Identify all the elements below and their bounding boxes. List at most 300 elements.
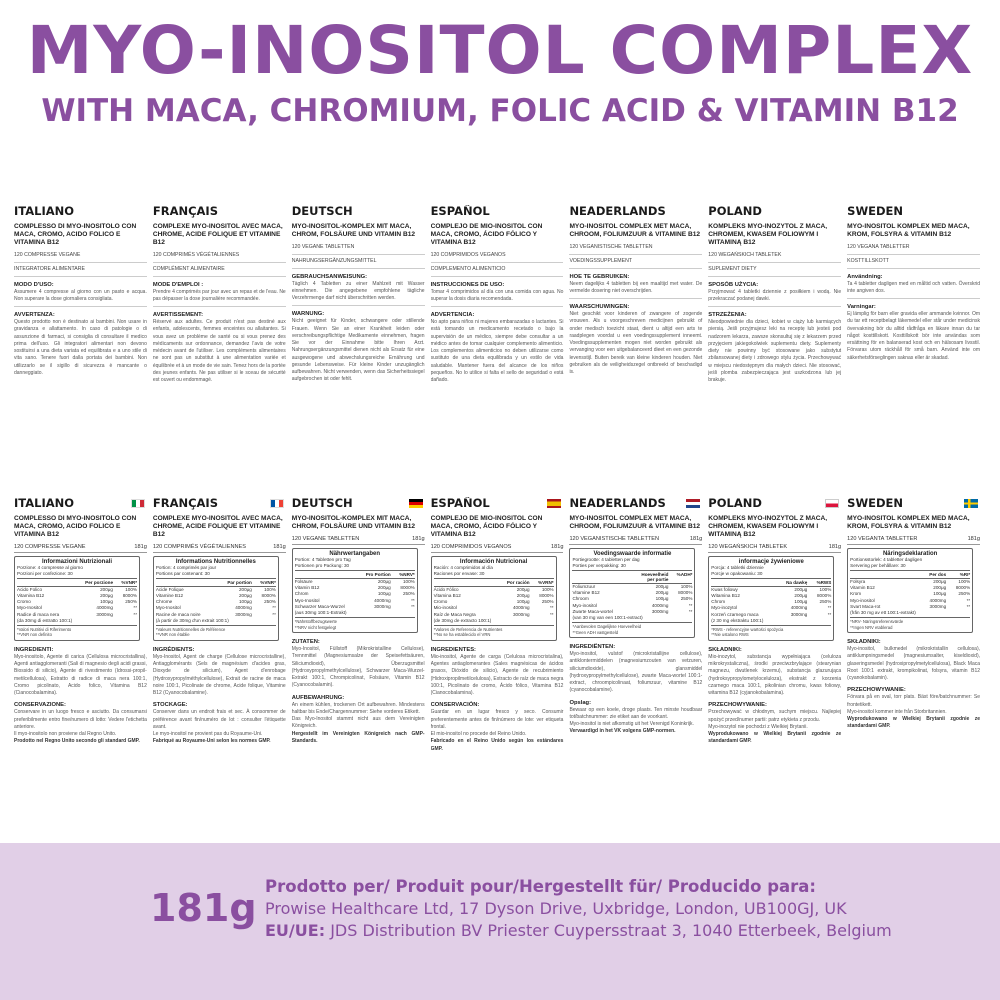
extract-note: (van 30 mg van een 100:1-extract) (572, 614, 643, 620)
nutrient-amount: 3000mg (929, 603, 947, 609)
divider (847, 254, 980, 255)
header-nutrient (434, 580, 496, 585)
nutrient-amount: 100μg (238, 599, 252, 605)
footnote-2: **NRV nicht festgelegt (294, 624, 337, 630)
language-heading: ITALIANO (14, 205, 75, 218)
origin-note: El mio-inositol no procede del Reino Unido. (430, 731, 527, 738)
divider (847, 268, 980, 269)
tablet-count: 120 COMPRIMÉS VÉGÉTALIENNES (152, 251, 240, 258)
nutrient-amount: 200μg (933, 578, 947, 584)
nutrition-table (708, 556, 834, 641)
nutrient-name: Cromo (433, 599, 448, 605)
table-row (711, 612, 831, 618)
footnote-2: **Geen ADH vastgesteld (572, 629, 619, 635)
language-heading: FRANÇAIS (152, 205, 218, 218)
header-amount: Hoeveelheid per portie (641, 571, 669, 582)
storage-label: Opslag: (569, 699, 592, 706)
language-heading (847, 497, 980, 511)
tablet-count: 120 VEGANE TABLETTEN (291, 243, 355, 250)
nutrition-table (153, 556, 279, 641)
divider (14, 262, 147, 263)
nutrient-amount: 100μg (377, 591, 391, 597)
nutrient-nrv: 250% (958, 591, 971, 597)
header-amount: Na dawkę (786, 579, 808, 585)
extract-note: (de 30mg de extracto 100:1) (433, 617, 492, 623)
nutrient-nrv: ** (550, 611, 554, 617)
header-nutrient (156, 580, 218, 585)
product-title: MYO-INOSITOL COMPLEX (26, 12, 974, 89)
bottom-language-row (14, 497, 986, 832)
divider (153, 276, 286, 277)
divider (431, 306, 564, 307)
flag-icon (547, 499, 561, 508)
servings-per-pack: Porzioni per confezione: 30 (17, 570, 73, 576)
nutrient-name: Vitamine B12 (572, 590, 600, 596)
nutrient-name: Cromo (17, 599, 31, 605)
nutrition-table-title: Informations Nutritionnelles (175, 558, 256, 565)
language-heading (292, 497, 425, 511)
count-line (153, 544, 286, 553)
header-nutrient (572, 572, 634, 582)
nutrient-nrv: 100% (402, 578, 415, 584)
nutrient-name: Myo-inozytol (711, 605, 738, 611)
divider (292, 305, 425, 306)
eu-label: EU/UE: (265, 921, 326, 940)
pack-weight: 181g (828, 543, 842, 550)
bottom-col-1 (153, 497, 292, 832)
divider (153, 262, 286, 263)
nutrient-amount: 200μg (100, 593, 113, 599)
table-footnotes (17, 625, 137, 638)
storage-text: An einem kühlen, trockenen Ort aufbewahren. Mindestens haltbar bis Ende/Chargennummer: Siehe vorderes Etikett. (291, 701, 425, 715)
warning-text: Réservé aux adultes. Ce produit n'est pas destiné aux enfants, adolescents, femmes enceintes ou allaitantes. Si vous avez un problème de santé ou si vous prenez des médicaments sur ordonnance, demandez l'avis de votre médecin avant de l'utiliser. Les compléments alimentaires ne sont pas un substitut à une alimentation variée et équilibrée et à un mode de vie sain. Tenez hors de la portée des jeunes enfants. Ne pas utiliser si le sceau de sécurité est ouvert ou endommagé. (152, 319, 286, 384)
warning-label: Varningar: (847, 304, 876, 311)
warning-label: WAARSCHUWINGEN: (569, 304, 630, 311)
count-line (569, 536, 702, 545)
header-nrv: %VNR* (260, 579, 276, 585)
language-heading (14, 497, 147, 511)
nutrition-header-row (17, 578, 137, 587)
language-heading: SWEDEN (847, 205, 904, 218)
header-nutrient (295, 572, 357, 577)
ingredients-label: INGRÉDIENTS: (152, 646, 195, 653)
nutrient-amount: 200μg (516, 586, 530, 592)
nutrient-amount: 200μg (238, 593, 252, 599)
nutrition-table-title: Información Nutricional (459, 558, 528, 565)
header-nrv: %RWS (816, 579, 832, 585)
nutrient-nrv: 8000% (400, 585, 415, 591)
divider (14, 306, 147, 307)
serving-size: Portiegrootte: 4 tabletten per dag (572, 556, 640, 562)
ingredients-label: INGREDIËNTEN: (569, 644, 616, 651)
nutrient-name: Vitamina B12 (433, 593, 461, 599)
table-row (156, 612, 276, 618)
nutrient-amount: 100μg (794, 599, 808, 605)
product-name: COMPLEJO DE MIO-INOSITOL CON MACA, CROMO, ÁCIDO FÓLICO Y VITAMINA B12 (430, 514, 543, 538)
serving-size: Porzione: 4 compresse al giorno (17, 564, 83, 570)
servings-per-pack: Servering per behållare: 30 (850, 562, 906, 568)
header-nrv: %VNR* (121, 579, 137, 585)
nutrient-name: Schwarzer Maca-Wurzel (294, 603, 345, 609)
header-nrv: %ADH* (676, 571, 693, 577)
top-language-row (14, 205, 986, 430)
storage-label: AUFBEWAHRUNG: (291, 694, 345, 701)
nutrient-name: Myo-inositol (850, 597, 875, 603)
top-col-4 (569, 205, 708, 430)
count-line (292, 536, 425, 545)
warning-text: Questo prodotto non è destinato ai bambini. Non usare in gravidanza e allattamento. In caso di patologie o di assunzione di farmaci, si consiglia di consultare il medico prima dell'uso. Gli integratori alimentari non devono sostituirsi a una dieta variata ed equilibrata e a uno stile di vita sano. Tenere fuori dalla portata dei bambini. Non utilizzarlo se il sigillo di sicurezza è mancante o danneggiato. (14, 319, 147, 376)
top-col-1 (153, 205, 292, 430)
ingredients-label: ZUTATEN: (291, 639, 320, 646)
language-heading (708, 497, 841, 511)
divider (569, 254, 702, 255)
nutrition-table (847, 548, 973, 633)
flag-icon (409, 499, 423, 508)
footnote-1: *NRV- Näringsreferensvärde (850, 619, 904, 625)
origin-note: Myo-inositol is niet afkomstig uit het Verenigd Koninkrijk. (569, 721, 694, 728)
header-amount: Pro Portion (365, 571, 391, 577)
extract-note: (aus 30mg 100:1-Extrakt) (294, 609, 347, 615)
nutrient-nrv: ** (133, 611, 137, 617)
storage-text: Przechowywać w chłodnym, suchym miejscu. Najlepiej spożyć przed/numer partii: patrz etykieta z przodu. (708, 709, 842, 723)
storage-text: Conservare in un luogo fresco e asciutto. Da consumarsi preferibilmente entro fine/numero di lotto: Vedere l'etichetta anteriore. (14, 709, 147, 730)
nutrient-nrv: 100% (819, 586, 832, 592)
nutrient-name: Svart Maca-rot (850, 603, 881, 609)
storage-text: Förvara på en sval, torr plats. Bäst före/batchnummer: Se frontetikett. (847, 694, 981, 708)
nutrition-table (14, 556, 140, 641)
storage-label: CONSERVACIÓN: (430, 702, 480, 709)
warning-label: ADVERTENCIA: (430, 312, 475, 319)
ingredients-text: Myo-inositol, vulstof (microkristallijne cellulose), antiklontermiddelen (magnesiumzouten van vetzuren, siliciumdioxide), glansmiddel (hydroxypropylmethylcellulose), zwarte Maca-wortel 100:1-extract, chroompicolinaat, foliumzuur, vitamine B12 (cyanocobalamine). (569, 651, 703, 694)
nutrition-header-row (572, 570, 692, 584)
directions-text: Tomar 4 comprimidos al día con una comida con agua. No superar la dosis diaria recomendada. (430, 288, 564, 302)
nutrient-nrv: ** (688, 608, 693, 614)
product-category: COMPLEMENTO ALIMENTICIO (430, 265, 506, 272)
product-category: KOSTTILLSKOTT (847, 257, 889, 264)
extract-note: (från 30 mg av ett 100:1-extrakt) (850, 609, 916, 615)
tablet-count: 120 COMPRIMIDOS VEGANOS (430, 543, 512, 550)
origin-note: Myo-inozytol nie pochodzi z Wielkiej Brytanii. (708, 723, 808, 730)
language-name: NEADERLANDS (569, 497, 666, 510)
nutrient-nrv: 8000% (122, 593, 137, 599)
ingredients-text: Myo-Inositol, Agent de charge (Cellulose microcristalline), Antiagglomérants (Sels de magnésium d'acides gras, Dioxyde de silicium), Agent d'enrobage (Hydroxypropylméthylcellulose), Extrait de racine de maca noire 100:1, Picolinate de chrome, Acide folique, Vitamine B12 (Cyanocobalamine). (152, 653, 286, 697)
ingredients-label: INGREDIENTES: (430, 646, 476, 653)
directions-label: INSTRUCCIONES DE USO: (430, 281, 505, 288)
language-name: FRANÇAIS (152, 497, 218, 510)
pack-weight: 181g (134, 543, 147, 550)
count-line (431, 544, 564, 553)
footnote-2: **VNR non établie (155, 632, 190, 638)
table-footnotes (295, 617, 415, 630)
nutrient-amount: 200μg (794, 586, 808, 592)
storage-label: STOCKAGE: (152, 702, 188, 709)
nutrient-nrv: 100% (125, 586, 137, 592)
table-row (850, 604, 970, 610)
nutrient-name: Zwarte Maca-wortel (572, 608, 613, 614)
nutrient-name: Chroom (572, 596, 589, 602)
product-name: COMPLESSO DI MYO-INOSITOLO CON MACA, CROMO, ACIDO FOLICO E VITAMINA B12 (14, 222, 137, 246)
tablet-count: 120 COMPRESSE VEGANE (14, 543, 86, 550)
bottom-col-2 (292, 497, 431, 832)
directions-label: HOE TE GEBRUIKEN: (569, 273, 630, 280)
nutrient-nrv: ** (827, 605, 832, 611)
ingredients-text: Mio-inozytol, substancja wypełniająca (celuloza mikrokrystaliczna), środki przeciwzbrylające (stearynian magnezu, dwutlenek krzemu), substancja glazurująca (hydroksypropylometyloceluloza), ekstrakt z korzenia czarnego maca 100:1, pikolinian chromu, kwas foliowy, witamina B12 (cyjanokobalamina). (708, 653, 842, 697)
storage-label: PRZECHOWYWANIE: (708, 702, 767, 709)
footnote-2: **Ingen NRV etablerad (850, 624, 893, 630)
language-heading: ESPAÑOL (430, 205, 490, 218)
nutrient-nrv: ** (550, 605, 554, 611)
tablet-count: 120 VEGANISTISCHE TABLETTEN (569, 535, 660, 542)
nutrient-name: Vitamin B12 (850, 585, 875, 591)
product-name: MYO-INOSITOL-KOMPLEX MIT MACA, CHROM, FOLSÄURE UND VITAMIN B12 (291, 514, 416, 530)
eu-address-line (265, 920, 892, 942)
warning-text: Nieodpowiednie dla dzieci, kobiet w ciąży lub karmiących piersią. Jeśli przyjmujesz leki na receptę lub jesteś pod nadzorem lekarza, zawsze skonsultuj się z lekarzem przed przyjęciem jakiegokolwiek suplementu diety. Suplementy diety nie powinny być stosowane jako substytut zbilansowanej diety i zdrowego stylu życia. Przechowywać w miejscu niedostępnym dla małych dzieci. Nie stosować, jeśli plomba zabezpieczająca jest uszkodzona lub jej brakuje. (708, 319, 842, 384)
nutrition-table-title: informacje żywieniowe (738, 558, 804, 565)
nutrient-name: Korzeń czarnego maca (711, 611, 759, 617)
nutrient-amount: 100μg (516, 599, 530, 605)
footnote-1: *Aanbevolen Dagelijkse Hoeveelheid (572, 624, 642, 630)
ingredients-text: Mio-inositol, Agente de carga (Celulosa microcristalina), Agentes antiaglomerantes (Sales magnésicas de ácidos grasos, Dióxido de silicio), Agente de recubrimiento (Hidroxipropilmetilcelulosa), Extracto de raíz de maca negra 100:1, Picolinato de cromo, Ácido fólico, Vitamina B12 (Cianocobalamina). (430, 653, 564, 697)
header-amount: Per dos (929, 571, 947, 577)
nutrient-name: Racine de maca noire (155, 611, 201, 617)
language-heading (153, 497, 286, 511)
storage-label: CONSERVAZIONE: (14, 702, 66, 709)
nutrient-name: Radice di maca nera (17, 611, 60, 617)
nutrient-name: Ácido Fólico (433, 586, 459, 592)
serving-size: Portion: 4 Tabletten pro Tag (294, 556, 351, 562)
product-name: COMPLEXE MYO-INOSITOL AVEC MACA, CHROME, ACIDE FOLIQUE ET VITAMINE B12 (152, 222, 283, 246)
tablet-count: 120 WEGAŃSKICH TABLETEK (708, 251, 782, 258)
ingredients-label: INGREDIENTI: (14, 646, 54, 653)
serving-size: Ración: 4 comprimidos al día (433, 564, 493, 570)
nutrition-table (431, 556, 557, 641)
nutrient-nrv: ** (272, 611, 276, 617)
origin-note: Il myo-inositolo non proviene dal Regno Unito. (14, 731, 117, 738)
nutrient-amount: 4000mg (651, 602, 669, 608)
language-name: POLAND (708, 497, 762, 510)
directions-text: Przyjmować 4 tabletki dziennie z posiłkiem i wodą. Nie przekraczać podanej dawki. (708, 288, 842, 302)
gmp-note: Fabriqué au Royaume-Uni selon les normes GMP. (152, 738, 271, 745)
nutrition-table-title: Voedingswaarde informatie (593, 550, 672, 557)
storage-label: PRZECHOWYWANIE: (847, 687, 906, 694)
nutrient-name: Vitamina B12 (17, 593, 45, 599)
extract-note: (à partir de 30mg d'un extrait 100:1) (155, 617, 229, 623)
footnote-2: **VNR non definito (17, 632, 52, 638)
directions-label: Användning: (847, 273, 883, 280)
nutrient-amount: 200μg (100, 586, 113, 592)
product-name: KOMPLEKS MYO-INOZYTOL Z MACA, CHROMEM, KWASEM FOLIOWYM I WITAMINĄ B12 (708, 222, 828, 246)
nutrition-header-row (156, 578, 276, 587)
servings-per-pack: Porcje w opakowaniu: 30 (711, 570, 763, 576)
servings-per-pack: Porties per verpakking: 30 (572, 562, 626, 568)
nutrient-nrv: ** (272, 605, 276, 611)
nutrient-amount: 3000mg (96, 611, 113, 617)
table-footnotes (711, 625, 831, 638)
footnote-1: *Valori Nutritivi di Riferimento (17, 627, 72, 633)
language-heading: NEADERLANDS (569, 205, 666, 218)
table-row (434, 612, 554, 618)
ingredients-text: Myo-inositol, bulkmedel (mikrokristallin cellulosa), antiklumpningsmedel (magnesiumsalter, kiseldioxid), glaseringsmedel (hydroxipropylmetylcellulosa), Black Maca Root 100:1 extrakt, krompikolinat, folsyra, vitamin B12 (cyanokobalamin). (847, 646, 981, 682)
divider (569, 268, 702, 269)
product-category: INTEGRATORE ALIMENTARE (14, 265, 85, 272)
servings-per-pack: Raciones por envase: 30 (433, 570, 485, 576)
table-footnotes (572, 622, 692, 635)
nutrient-amount: 200μg (238, 586, 252, 592)
nutrient-nrv: ** (411, 597, 415, 603)
gmp-note: Hergestellt im Vereinigten Königreich nach GMP-Standards. (291, 730, 425, 744)
flag-icon (964, 499, 978, 508)
nutrient-name: Foliumzuur (572, 583, 596, 589)
nutrient-name: Krom (850, 591, 862, 597)
nutrient-nrv: 250% (680, 596, 693, 602)
language-heading (431, 497, 564, 511)
uk-address: Prowise Healthcare Ltd, 17 Dyson Drive, Uxbridge, London, UB100GJ, UK (265, 899, 847, 918)
nutrition-header-row (711, 578, 831, 587)
flag-icon (825, 499, 839, 508)
divider (708, 262, 841, 263)
nutrient-name: Raíz de Maca Negra (433, 611, 476, 617)
flag-icon (270, 499, 284, 508)
footnote-1: *Nährstoffbezugswerte (294, 619, 338, 625)
divider (708, 306, 841, 307)
product-category: VOEDINGSSUPPLEMENT (569, 257, 632, 264)
ingredients-text: Myo-Inositol, Füllstoff (Mikrokristalline Cellulose), Trennmittel (Magnesiumsalze der Speisefettsäuren, Siliciumdioxid), Überzugsmittel (Hydroxypropylmethylcellulose), Schwarzer Maca-Wurzel-Extrakt 100:1, Chrompicolinat, Folsäure, Vitamin B12 (Cyanocobalamin). (291, 646, 425, 689)
nutrient-nrv: ** (688, 602, 693, 608)
nutrition-table (292, 548, 418, 633)
tablet-count: 120 COMPRIMÉS VÉGÉTALIENNES (152, 543, 247, 550)
nutrient-nrv: ** (966, 603, 971, 609)
nutrient-amount: 200μg (794, 593, 808, 599)
bottom-col-5 (708, 497, 847, 832)
nutrient-amount: 4000mg (235, 605, 252, 611)
divider (14, 276, 147, 277)
nutrient-amount: 3000mg (512, 611, 530, 617)
nutrient-nrv: 250% (125, 599, 137, 605)
nutrition-table (569, 548, 695, 638)
nutrient-nrv: ** (827, 611, 832, 617)
pack-weight: 181g (412, 535, 425, 542)
nutrient-name: Chrom (294, 591, 309, 597)
table-row (17, 612, 137, 618)
tablet-count: 120 WEGAŃSKICH TABLETEK (708, 543, 788, 550)
product-name: MYO-INOSITOL KOMPLEX MED MACA, KROM, FOLSYRA & VITAMIN B12 (847, 514, 970, 530)
nutrient-amount: 4000mg (374, 597, 391, 603)
nutrient-name: Chrome (155, 599, 173, 605)
tablet-count: 120 VEGANTA TABLETTER (847, 535, 918, 542)
directions-label: GEBRAUCHSANWEISUNG: (291, 273, 368, 280)
flag-icon (686, 499, 700, 508)
language-name: SWEDEN (847, 497, 904, 510)
tablet-count: 120 COMPRIMIDOS VEGANOS (430, 251, 506, 258)
header-nutrient (711, 580, 773, 585)
pack-weight: 181g (967, 535, 981, 542)
origin-note: Myo-inositol kommer inte från Storbritannien. (847, 708, 947, 715)
nutrient-amount: 200μg (377, 585, 391, 591)
nutrient-name: Vitamin B12 (294, 585, 320, 591)
gmp-note: Wyprodukowano w Wielkiej Brytanii zgodnie ze standardami GMP. (847, 716, 981, 730)
nutrition-header-row (850, 570, 970, 579)
made-for-label: Prodotto per/ Produit pour/Hergestellt für/ Producido para: (265, 877, 817, 896)
nutrient-amount: 200μg (655, 583, 669, 589)
nutrient-nrv: 8000% (261, 593, 276, 599)
ingredients-text: Myo-inositolo, Agente di carica (Cellulosa microcristallina), Agenti antiagglomeranti (Sali di magnesio degli acidi grassi, Biossido di silicio), Agente di rivestimento (Idrossi-propil-metilcellulosa), Estratto di radice di maca nera 100:1, Cromo picolinato, Acido folico, Vitamina B12 (Cianocobalamina). (14, 653, 147, 697)
gmp-note: Prodotto nel Regno Unito secondo gli standard GMP. (14, 738, 140, 745)
nutrient-nrv: ** (966, 597, 971, 603)
extract-note: (da 30mg di estratto 100:1) (17, 617, 73, 623)
nutrient-name: Vitamine B12 (155, 593, 184, 599)
manufacturer-address (265, 876, 892, 942)
table-footnotes (434, 625, 554, 638)
language-name: ITALIANO (14, 497, 75, 510)
nutrient-amount: 3000mg (374, 603, 391, 609)
nutrition-table-title: Näringsdeklaration (882, 550, 938, 557)
top-col-5 (708, 205, 847, 430)
nutrient-amount: 4000mg (512, 605, 530, 611)
pack-weight: 181g (689, 535, 703, 542)
divider (292, 268, 425, 269)
nutrient-name: Mio-inositol (433, 605, 457, 611)
nutrient-amount: 100μg (933, 591, 947, 597)
count-line (14, 544, 147, 553)
top-col-0 (14, 205, 153, 430)
product-name: KOMPLEKS MYO-INOZYTOL Z MACA, CHROMEM, KWASEM FOLIOWYM I WITAMINĄ B12 (708, 514, 828, 538)
nutrient-amount: 4000mg (96, 605, 113, 611)
nutrient-nrv: ** (133, 605, 137, 611)
directions-text: Neem dagelijks 4 tabletten bij een maaltijd met water. De vermelde dosering niet overschrijden. (569, 280, 703, 294)
product-name: COMPLEJO DE MIO-INOSITOL CON MACA, CROMO, ÁCIDO FÓLICO Y VITAMINA B12 (430, 222, 543, 246)
nutrient-name: Myo-Inositol (155, 605, 181, 611)
header-nrv: %RI* (959, 571, 971, 577)
top-col-2 (292, 205, 431, 430)
ingredients-label: SKŁADNIKI: (708, 646, 742, 653)
nutrient-nrv: 100% (680, 583, 693, 589)
nutrient-nrv: 250% (264, 599, 276, 605)
divider (153, 306, 286, 307)
nutrient-name: Witamina B12 (711, 593, 740, 599)
header-amount: Par portion (227, 579, 252, 585)
nutrient-nrv: 100% (264, 586, 276, 592)
storage-text: Conserver dans un endroit frais et sec. À consommer de préférence avant fin/numéro de lot : consulter l'étiquette avant. (152, 709, 286, 730)
warning-label: AVERTISSEMENT: (152, 312, 203, 319)
ingredients-label: SKŁADNIKI: (847, 639, 881, 646)
header-nrv: %NRV* (399, 571, 415, 577)
table-row (572, 609, 692, 615)
tablet-count: 120 COMPRESSE VEGANE (14, 251, 81, 258)
bottom-col-4 (569, 497, 708, 832)
product-name: COMPLESSO DI MYO-INOSITOLO CON MACA, CROMO, ACIDO FOLICO E VITAMINA B12 (14, 514, 137, 538)
nutrient-nrv: 8000% (816, 593, 832, 599)
gmp-note: Vervaardigd in het VK volgens GMP-normen. (569, 728, 676, 735)
product-category: COMPLÉMENT ALIMENTAIRE (152, 265, 225, 272)
header-nutrient (850, 572, 912, 577)
flag-icon (131, 499, 145, 508)
nutrient-amount: 200μg (933, 585, 947, 591)
divider (431, 276, 564, 277)
nutrient-name: Kwas foliowy (711, 586, 738, 592)
nutrient-name: Myo-Inositol (17, 605, 42, 611)
nutrient-nrv: 8000% (955, 585, 971, 591)
directions-text: Ta 4 tabletter dagligen med en måltid och vatten. Överskrid inte angiven dos. (847, 280, 981, 294)
language-heading: DEUTSCH (291, 205, 353, 218)
product-name: MYO-INOSITOL COMPLEX MET MACA, CHROOM, FOLIUMZUUR & VITAMINE B12 (569, 514, 701, 530)
directions-text: Assumere 4 compresse al giorno con un pasto e acqua. Non superare la dose giornaliera consigliata. (14, 288, 147, 302)
footnote-1: *Valeurs Nutritionnelles de Référence (155, 627, 226, 633)
product-name: COMPLEXE MYO-INOSITOL AVEC MACA, CHROME, ACIDE FOLIQUE ET VITAMINE B12 (152, 514, 283, 538)
count-line (847, 536, 980, 545)
product-subtitle: WITH MACA, CHROMIUM, FOLIC ACID & VITAMIN B12 (41, 93, 959, 129)
footnote-1: *Valores de Referencia de Nutrientes (433, 627, 503, 633)
directions-label: SPOSÓB UŻYCIA: (708, 281, 759, 288)
